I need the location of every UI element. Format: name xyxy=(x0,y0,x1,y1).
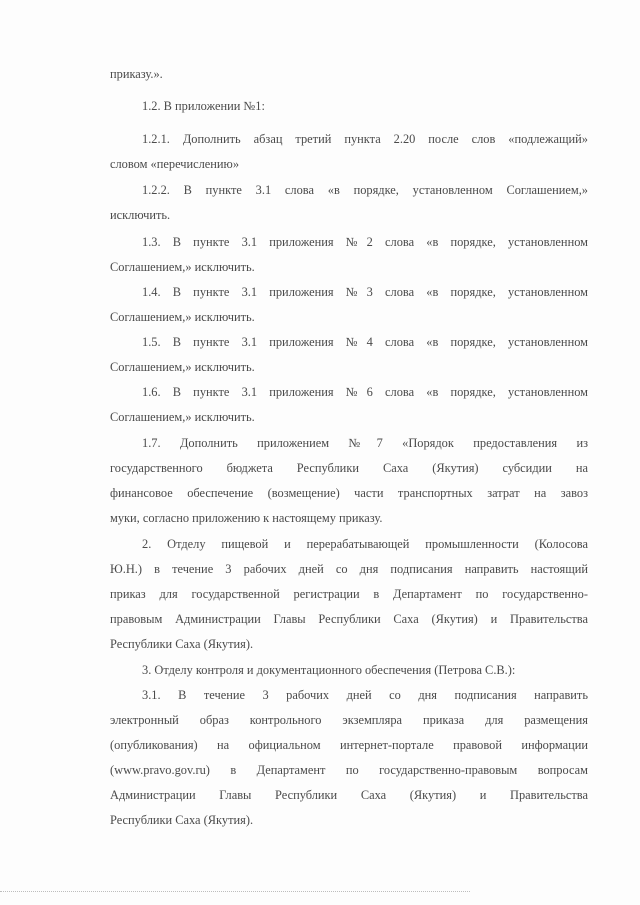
text-line: Республики Саха (Якутия). xyxy=(110,637,254,651)
paragraph-2 xyxy=(110,532,588,657)
text-line: приказ для государственной регистрации в Департамент по государственно- xyxy=(110,587,588,601)
paragraph-1-2 xyxy=(110,94,588,119)
text-line: словом «перечислению» xyxy=(110,157,240,171)
text-line: 1.2.1. Дополнить абзац третий пункта 2.20 после слов «подлежащий» xyxy=(142,132,588,146)
paragraph-1-5 xyxy=(110,330,588,380)
text-line: Соглашением,» исключить. xyxy=(110,410,255,424)
text-line: 1.4. В пункте 3.1 приложения №3 слова «в порядке, установленном xyxy=(142,285,588,299)
text-line: Ю.Н.) в течение 3 рабочих дней со дня подписания направить настоящий xyxy=(110,562,588,576)
text-line: 1.3. В пункте 3.1 приложения №2 слова «в порядке, установленном xyxy=(142,235,588,249)
paragraph-1-2-1 xyxy=(110,127,588,177)
paragraph-continuation xyxy=(110,62,588,87)
paragraph-1-7 xyxy=(110,431,588,531)
text-line: приказу.». xyxy=(110,67,163,81)
text-line: Соглашением,» исключить. xyxy=(110,260,255,274)
text-line: Соглашением,» исключить. xyxy=(110,360,255,374)
text-line: 1.5. В пункте 3.1 приложения №4 слова «в порядке, установленном xyxy=(142,335,588,349)
text-line: (опубликования) на официальном интернет-портале правовой информации xyxy=(110,738,588,752)
text-line: 3.1. В течение 3 рабочих дней со дня подписания направить xyxy=(142,688,588,702)
text-line: исключить. xyxy=(110,208,171,222)
paragraph-1-4 xyxy=(110,280,588,330)
paragraph-1-6 xyxy=(110,380,588,430)
text-line: (www.pravo.gov.ru) в Департамент по государственно-правовым вопросам xyxy=(110,763,588,777)
text-line: 1.7. Дополнить приложением №7 «Порядок предоставления из xyxy=(142,436,588,450)
paragraph-3 xyxy=(110,658,588,683)
text-line: правовым Администрации Главы Республики Саха (Якутия) и Правительства xyxy=(110,612,588,626)
text-line: 1.2.2. В пункте 3.1 слова «в порядке, установленном Соглашением,» xyxy=(142,183,588,197)
text-line: Республики Саха (Якутия). xyxy=(110,813,254,827)
text-line: государственного бюджета Республики Саха (Якутия) субсидии на xyxy=(110,461,588,475)
text-line: 1.2. В приложении №1: xyxy=(142,99,265,113)
text-line: муки, согласно приложению к настоящему приказу. xyxy=(110,511,383,525)
text-line: Администрации Главы Республики Саха (Якутия) и Правительства xyxy=(110,788,588,802)
footer-divider xyxy=(0,891,470,892)
text-line: 3. Отделу контроля и документационного обеспечения (Петрова С.В.): xyxy=(142,663,516,677)
text-line: Соглашением,» исключить. xyxy=(110,310,255,324)
text-line: 1.6. В пункте 3.1 приложения №6 слова «в порядке, установленном xyxy=(142,385,588,399)
text-line: электронный образ контрольного экземпляра приказа для размещения xyxy=(110,713,588,727)
paragraph-1-2-2 xyxy=(110,178,588,228)
paragraph-1-3 xyxy=(110,230,588,280)
paragraph-3-1 xyxy=(110,683,588,833)
text-line: финансовое обеспечение (возмещение) части транспортных затрат на завоз xyxy=(110,486,588,500)
text-line: 2. Отделу пищевой и перерабатывающей промышленности (Колосова xyxy=(142,537,588,551)
